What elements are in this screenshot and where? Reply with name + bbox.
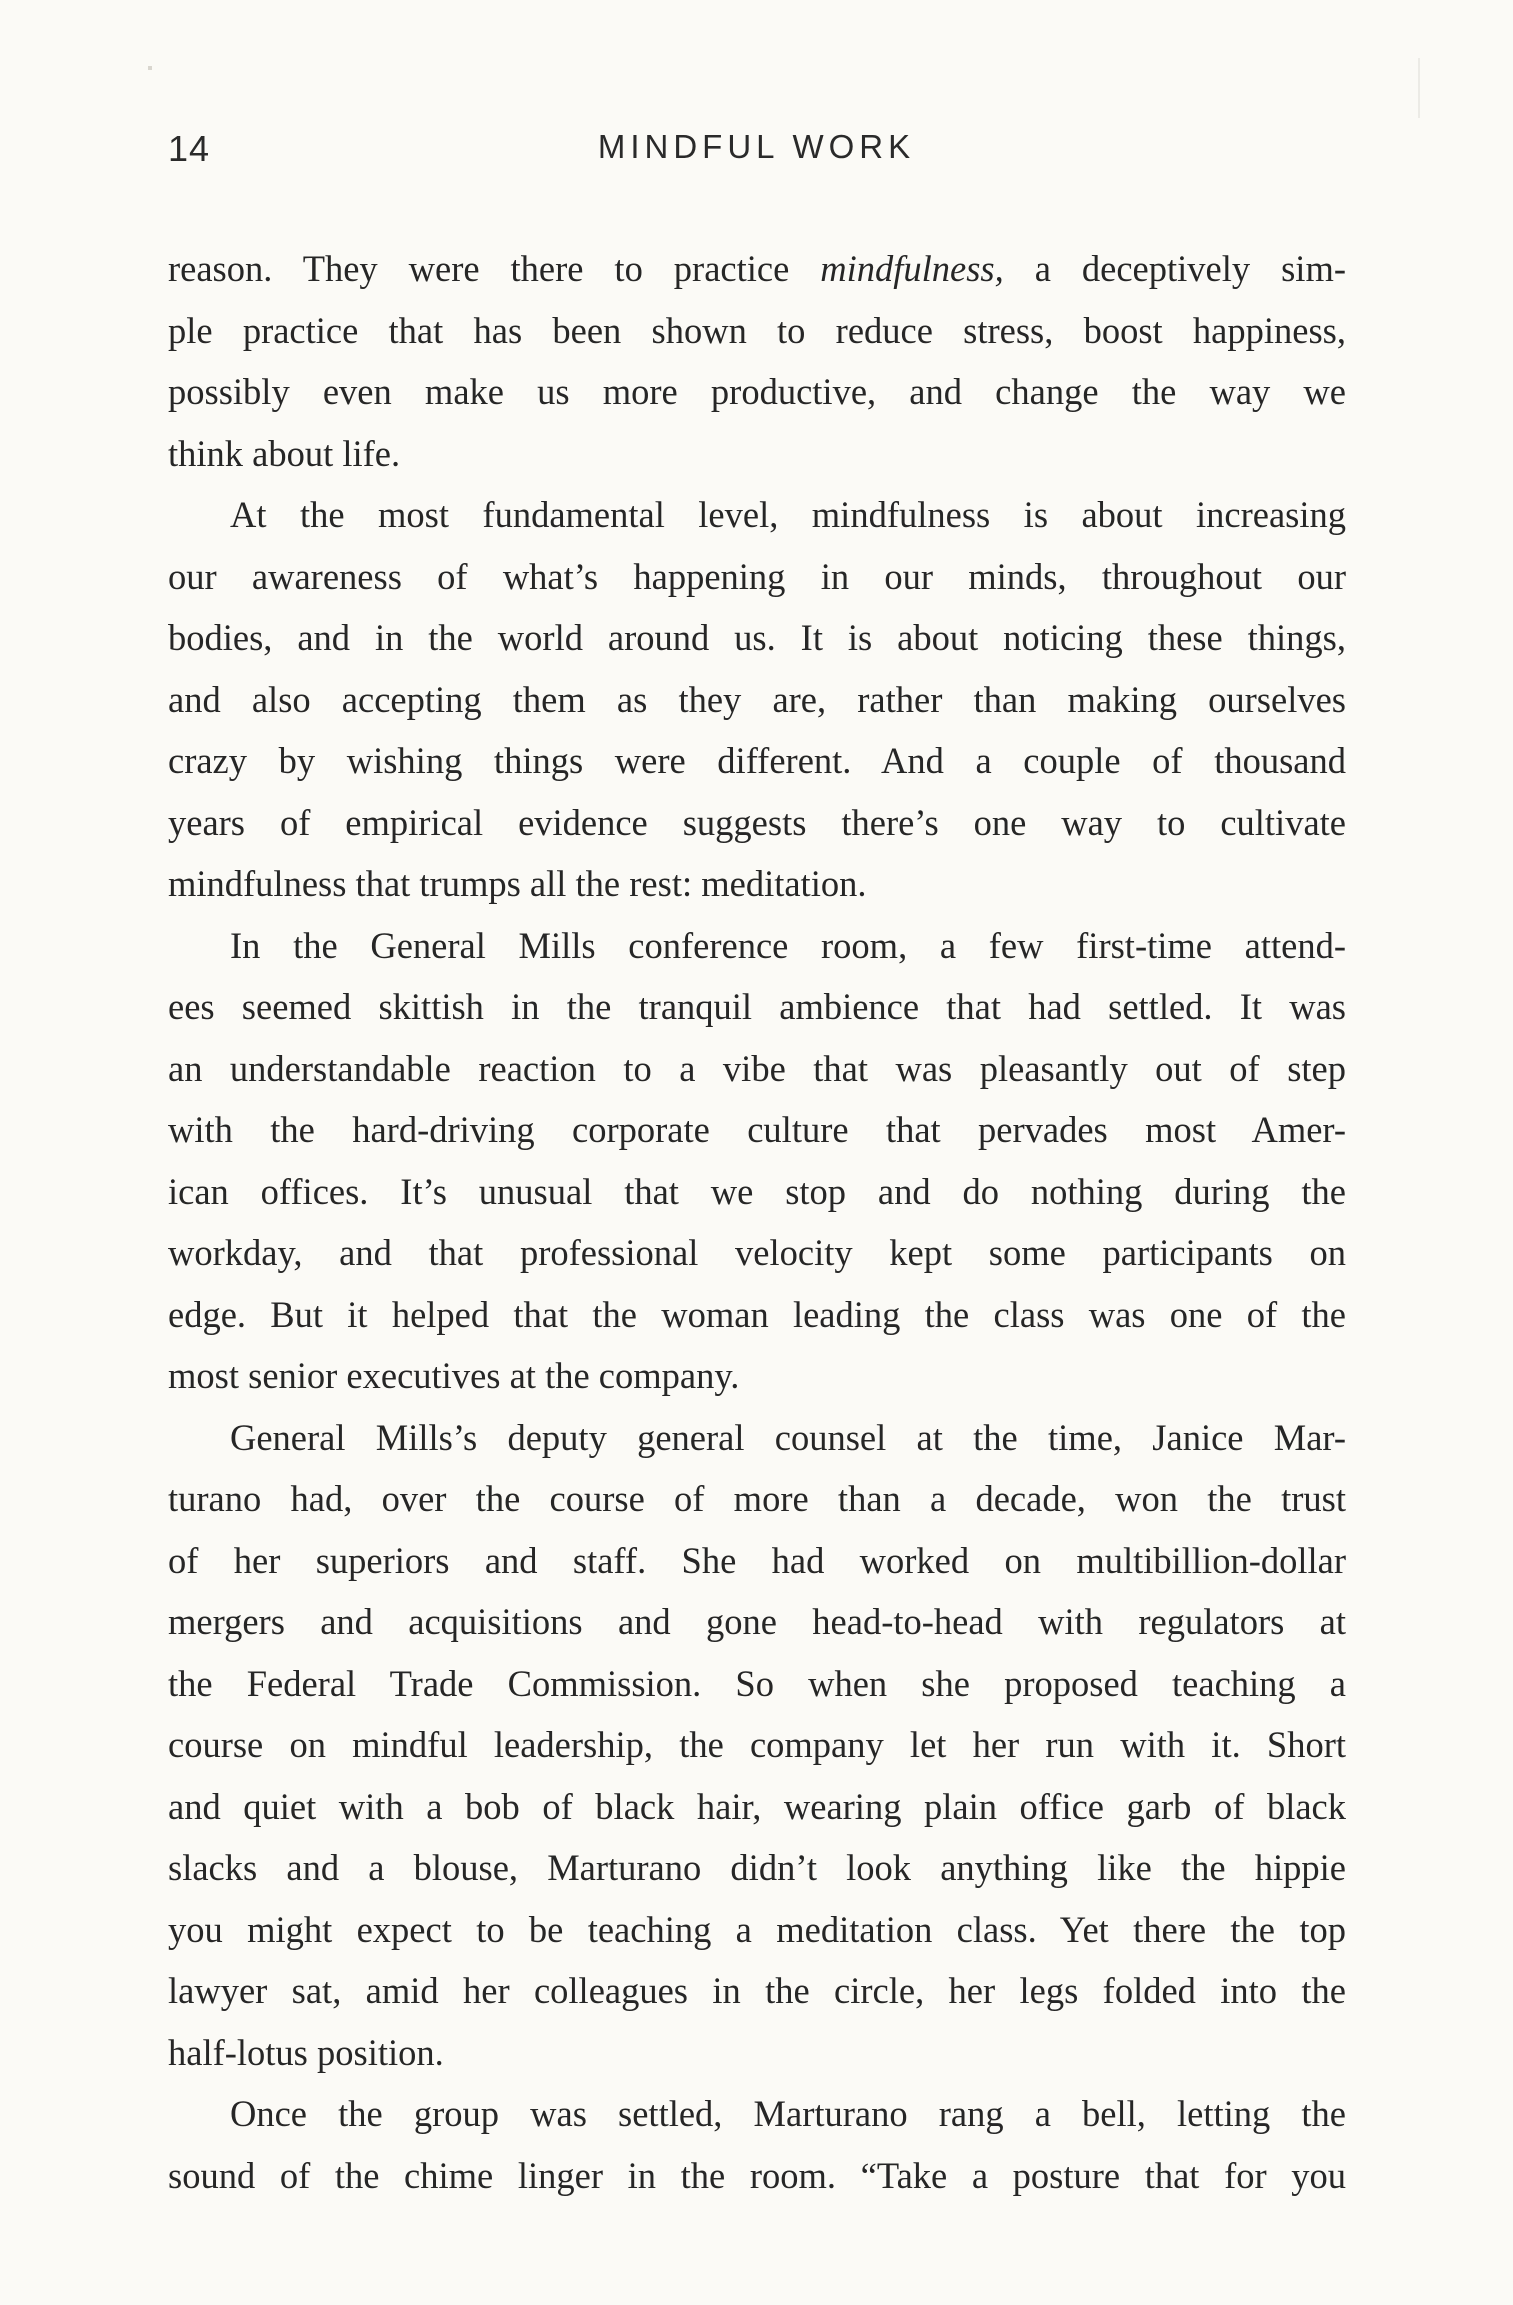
paragraph-line: sound of the chime linger in the room. “Take a posture that for you (168, 2154, 1346, 2196)
paragraph-line: At the most fundamental level, mindfulness is about increasing (230, 494, 1346, 535)
page-number: 14 (168, 128, 211, 169)
text-run: a deceptively sim- (1003, 248, 1346, 289)
running-head: MINDFUL WORK (597, 128, 916, 165)
paragraph-line: slacks and a blouse, Marturano didn’t look anything like the hippie (168, 1847, 1346, 1888)
paragraph-line: half-lotus position. (168, 2031, 444, 2073)
paragraph-line: of her superiors and staff. She had worked on multibillion-dollar (168, 1539, 1346, 1581)
paragraph-line: our awareness of what’s happening in our minds, throughout our (168, 555, 1346, 597)
paragraph-line: In the General Mills conference room, a few first-time attend- (230, 924, 1346, 966)
paragraph-line: Once the group was settled, Marturano rang a bell, letting the (230, 2093, 1346, 2134)
paragraph-line: years of empirical evidence suggests there’s one way to cultivate (168, 801, 1346, 843)
paragraph-line: and quiet with a bob of black hair, wearing plain office garb of black (168, 1785, 1346, 1827)
paragraph-line: and also accepting them as they are, rather than making ourselves (168, 678, 1346, 720)
paragraph-line: mindfulness that trumps all the rest: meditation. (168, 863, 867, 904)
scan-speck (1418, 58, 1420, 118)
paragraph-line: lawyer sat, amid her colleagues in the circle, her legs folded into the (168, 1970, 1346, 2011)
paragraph-line: turano had, over the course of more than a decade, won the trust (168, 1478, 1346, 1519)
paragraph-line: course on mindful leadership, the company let her run with it. Short (168, 1724, 1346, 1765)
text-run: reason. They were there to practice (168, 248, 821, 289)
paragraph-line: ple practice that has been shown to reduce stress, boost happiness, (168, 309, 1346, 351)
paragraph-line: an understandable reaction to a vibe that was pleasantly out of step (168, 1047, 1346, 1089)
paragraph-line: ican offices. It’s unusual that we stop and do nothing during the (168, 1170, 1346, 1212)
paragraph-line: with the hard-driving corporate culture that pervades most Amer- (168, 1109, 1346, 1150)
paragraph-line: General Mills’s deputy general counsel at the time, Janice Mar- (230, 1416, 1346, 1458)
paragraph-line (168, 238, 1346, 300)
paragraph-line: ees seemed skittish in the tranquil ambience that had settled. It was (168, 986, 1346, 1027)
paragraph-line: most senior executives at the company. (168, 1355, 740, 1396)
paragraph-line: the Federal Trade Commission. So when she proposed teaching a (168, 1662, 1346, 1704)
paragraph-line: think about life. (168, 432, 401, 474)
paragraph-line: workday, and that professional velocity kept some participants on (168, 1232, 1346, 1273)
paragraph-line: crazy by wishing things were different. And a couple of thousand (168, 740, 1346, 781)
emphasis-term: mindfulness, (820, 248, 1004, 289)
paragraph-line: edge. But it helped that the woman leading the class was one of the (168, 1293, 1346, 1335)
paragraph-line: possibly even make us more productive, and change the way we (168, 371, 1346, 412)
scan-speck (148, 66, 152, 70)
paragraph-line: bodies, and in the world around us. It is about noticing these things, (168, 617, 1346, 658)
paragraph-line: mergers and acquisitions and gone head-to-head with regulators at (168, 1601, 1346, 1642)
body-text (168, 238, 1346, 2206)
paragraph-line: you might expect to be teaching a meditation class. Yet there the top (168, 1908, 1346, 1950)
